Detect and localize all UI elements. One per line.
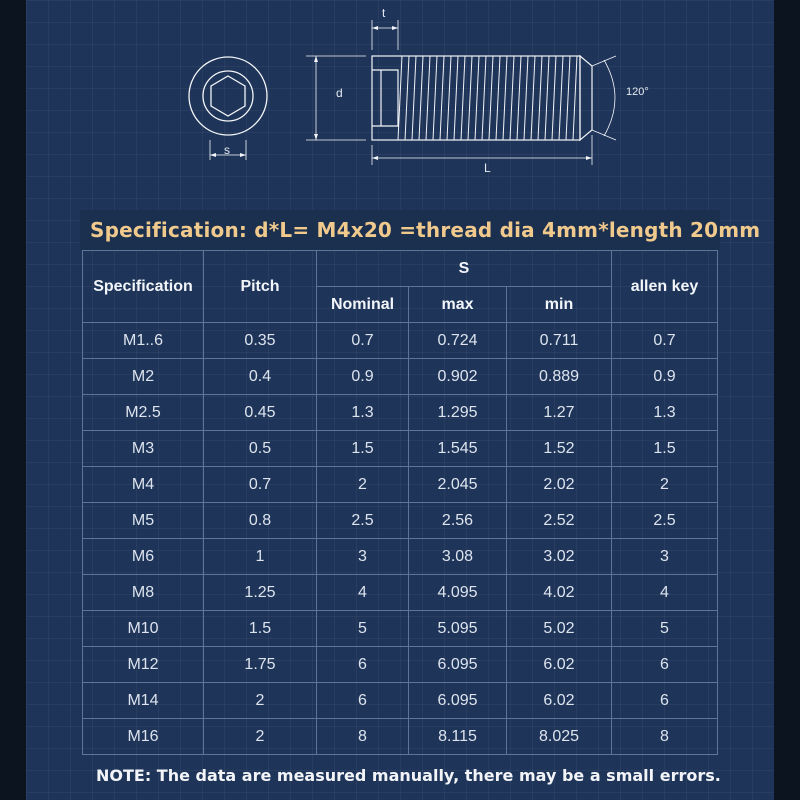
cell-max: 0.724 [409, 323, 507, 359]
cell-nominal: 8 [317, 719, 409, 755]
cell-specification: M10 [83, 611, 204, 647]
cell-specification: M4 [83, 467, 204, 503]
cell-min: 0.889 [507, 359, 612, 395]
cell-specification: M2.5 [83, 395, 204, 431]
cell-max: 1.295 [409, 395, 507, 431]
cell-pitch: 2 [204, 683, 317, 719]
cell-max: 3.08 [409, 539, 507, 575]
cell-min: 3.02 [507, 539, 612, 575]
header-allen-key: allen key [612, 251, 718, 323]
cell-allen-key: 2 [612, 467, 718, 503]
cell-pitch: 0.5 [204, 431, 317, 467]
header-s-group: S [317, 251, 612, 287]
cell-specification: M14 [83, 683, 204, 719]
cell-min: 0.711 [507, 323, 612, 359]
cell-allen-key: 6 [612, 683, 718, 719]
table-row [83, 575, 718, 611]
cell-nominal: 0.7 [317, 323, 409, 359]
header-pitch: Pitch [204, 251, 317, 323]
cell-allen-key: 1.3 [612, 395, 718, 431]
cell-allen-key: 1.5 [612, 431, 718, 467]
cell-max: 5.095 [409, 611, 507, 647]
header-max: max [409, 287, 507, 323]
cell-min: 1.27 [507, 395, 612, 431]
cell-nominal: 0.9 [317, 359, 409, 395]
cell-pitch: 0.4 [204, 359, 317, 395]
cell-pitch: 0.8 [204, 503, 317, 539]
cell-nominal: 2 [317, 467, 409, 503]
table-row [83, 719, 718, 755]
cell-max: 2.56 [409, 503, 507, 539]
cell-min: 1.52 [507, 431, 612, 467]
cell-specification: M2 [83, 359, 204, 395]
cell-nominal: 6 [317, 683, 409, 719]
cell-pitch: 1.5 [204, 611, 317, 647]
table-row [83, 647, 718, 683]
cell-pitch: 0.45 [204, 395, 317, 431]
cell-min: 2.52 [507, 503, 612, 539]
cell-allen-key: 8 [612, 719, 718, 755]
cell-allen-key: 6 [612, 647, 718, 683]
cell-min: 6.02 [507, 683, 612, 719]
dim-label-s: s [224, 143, 230, 157]
product-spec-sheet [26, 0, 774, 800]
cell-allen-key: 2.5 [612, 503, 718, 539]
cell-nominal: 6 [317, 647, 409, 683]
cell-specification: M12 [83, 647, 204, 683]
cell-pitch: 1.25 [204, 575, 317, 611]
measurement-note: NOTE: The data are measured manually, there may be a small errors. [96, 766, 721, 785]
spec-table-body [83, 323, 718, 755]
header-min: min [507, 287, 612, 323]
cell-min: 4.02 [507, 575, 612, 611]
cell-max: 0.902 [409, 359, 507, 395]
cell-nominal: 1.5 [317, 431, 409, 467]
dim-label-d: d [336, 86, 343, 100]
spec-table [82, 250, 718, 755]
header-nominal: Nominal [317, 287, 409, 323]
cell-nominal: 1.3 [317, 395, 409, 431]
table-row [83, 323, 718, 359]
cell-specification: M16 [83, 719, 204, 755]
table-row [83, 683, 718, 719]
table-row [83, 539, 718, 575]
cell-allen-key: 0.9 [612, 359, 718, 395]
cell-min: 6.02 [507, 647, 612, 683]
cell-pitch: 1.75 [204, 647, 317, 683]
cell-specification: M8 [83, 575, 204, 611]
cell-specification: M5 [83, 503, 204, 539]
cell-min: 8.025 [507, 719, 612, 755]
cell-pitch: 0.7 [204, 467, 317, 503]
specification-banner: Specification: d*L= M4x20 =thread dia 4mm*length 20mm [80, 210, 720, 250]
cell-nominal: 5 [317, 611, 409, 647]
table-row [83, 359, 718, 395]
dim-label-L: L [484, 161, 491, 175]
dim-label-angle: 120° [626, 86, 649, 98]
set-screw-technical-drawing [26, 0, 774, 205]
cell-specification: M1..6 [83, 323, 204, 359]
dim-label-t: t [382, 6, 386, 20]
table-row [83, 395, 718, 431]
cell-min: 2.02 [507, 467, 612, 503]
header-specification: Specification [83, 251, 204, 323]
cell-nominal: 3 [317, 539, 409, 575]
cell-specification: M6 [83, 539, 204, 575]
table-row [83, 431, 718, 467]
cell-pitch: 2 [204, 719, 317, 755]
cell-allen-key: 3 [612, 539, 718, 575]
cell-allen-key: 4 [612, 575, 718, 611]
table-row [83, 611, 718, 647]
cell-max: 4.095 [409, 575, 507, 611]
cell-nominal: 4 [317, 575, 409, 611]
cell-specification: M3 [83, 431, 204, 467]
cell-pitch: 0.35 [204, 323, 317, 359]
cell-max: 2.045 [409, 467, 507, 503]
cell-nominal: 2.5 [317, 503, 409, 539]
cell-max: 8.115 [409, 719, 507, 755]
table-row [83, 503, 718, 539]
screw-side-view [306, 20, 616, 165]
cell-min: 5.02 [507, 611, 612, 647]
table-row [83, 467, 718, 503]
cell-pitch: 1 [204, 539, 317, 575]
cell-max: 6.095 [409, 683, 507, 719]
cell-max: 6.095 [409, 647, 507, 683]
cell-max: 1.545 [409, 431, 507, 467]
cell-allen-key: 0.7 [612, 323, 718, 359]
cell-allen-key: 5 [612, 611, 718, 647]
